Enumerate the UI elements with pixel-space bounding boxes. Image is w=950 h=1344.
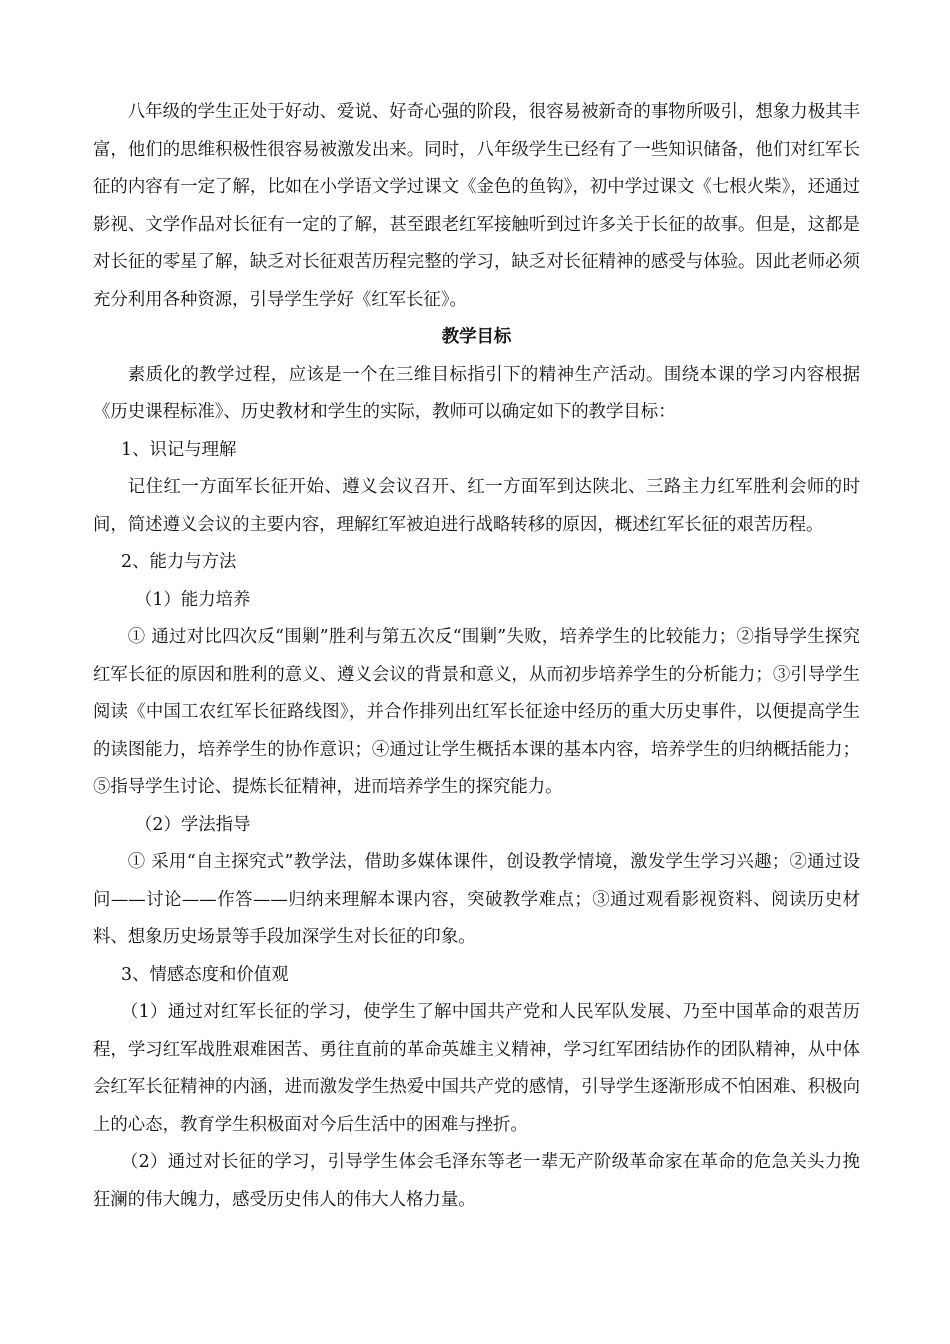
section-title: 教学目标 (441, 327, 512, 347)
goal2-sub2-heading: （2）学法指导 (135, 814, 251, 835)
goal2-heading: 2、能力与方法 (121, 552, 237, 572)
goal2-sub1-heading: （1）能力培养 (135, 589, 251, 610)
section-intro-paragraph: 素质化的教学过程，应该是一个在三维目标指引下的精神生产活动。围绕本课的学习内容根据《历史课程标准》、历史教材和学生的实际，教师可以确定如下的教学目标： (93, 364, 860, 422)
goal3-item1-paragraph: （1）通过对红军长征的学习，使学生了解中国共产党和人民军队发展、乃至中国革命的艰苦历程，学习红军战胜艰难困苦、勇往直前的革命英雄主义精神，学习红军团结协作的团队精神，从中体会红军长征精神的内涵，进而激发学生热爱中国共产党的感情，引导学生逐渐形成不怕困难、积极向上的心态，教育学生积极面对今后生活中的困难与挫折。 (93, 1002, 860, 1135)
goal2-sub1-paragraph: ① 通过对比四次反“围剿”胜利与第五次反“围剿”失败，培养学生的比较能力；②指导学生探究红军长征的原因和胜利的意义、遵义会议的背景和意义，从而初步培养学生的分析能力；③引导学生阅读《中国工农红军长征路线图》，并合作排列出红军长征途中经历的重大历史事件，以便提高学生的读图能力，培养学生的协作意识；④通过让学生概括本课的基本内容，培养学生的归纳概括能力；⑤指导学生讨论、提炼长征精神，进而培养学生的探究能力。 (93, 627, 860, 797)
document-body (93, 94, 860, 1219)
goal3-item2-paragraph: （2）通过对长征的学习，引导学生体会毛泽东等老一辈无产阶级革命家在革命的危急关头力挽狂澜的伟大魄力，感受历史伟人的伟大人格力量。 (93, 1152, 860, 1210)
goal1-heading: 1、识记与理解 (121, 439, 237, 460)
goal1-paragraph: 记住红一方面军长征开始、遵义会议召开、红一方面军到达陕北、三路主力红军胜利会师的时间，简述遵义会议的主要内容，理解红军被迫进行战略转移的原因，概述红军长征的艰苦历程。 (93, 477, 860, 535)
goal2-sub2-paragraph: ① 采用“自主探究式”教学法，借助多媒体课件，创设教学情境，激发学生学习兴趣；②通过设问——讨论——作答——归纳来理解本课内容，突破教学难点；③通过观看影视资料、阅读历史材料、想象历史场景等手段加深学生对长征的印象。 (93, 852, 860, 947)
goal3-heading: 3、情感态度和价值观 (121, 964, 289, 985)
intro-paragraph: 八年级的学生正处于好动、爱说、好奇心强的阶段，很容易被新奇的事物所吸引，想象力极其丰富，他们的思维积极性很容易被激发出来。同时，八年级学生已经有了一些知识储备，他们对红军长征的内容有一定了解，比如在小学语文学过课文《金色的鱼钩》，初中学过课文《七根火柴》，还通过影视、文学作品对长征有一定的了解，甚至跟老红军接触听到过许多关于长征的故事。但是，这都是对长征的零星了解，缺乏对长征艰苦历程完整的学习，缺乏对长征精神的感受与体验。因此老师必须充分利用各种资源，引导学生学好《红军长征》。 (93, 102, 860, 310)
